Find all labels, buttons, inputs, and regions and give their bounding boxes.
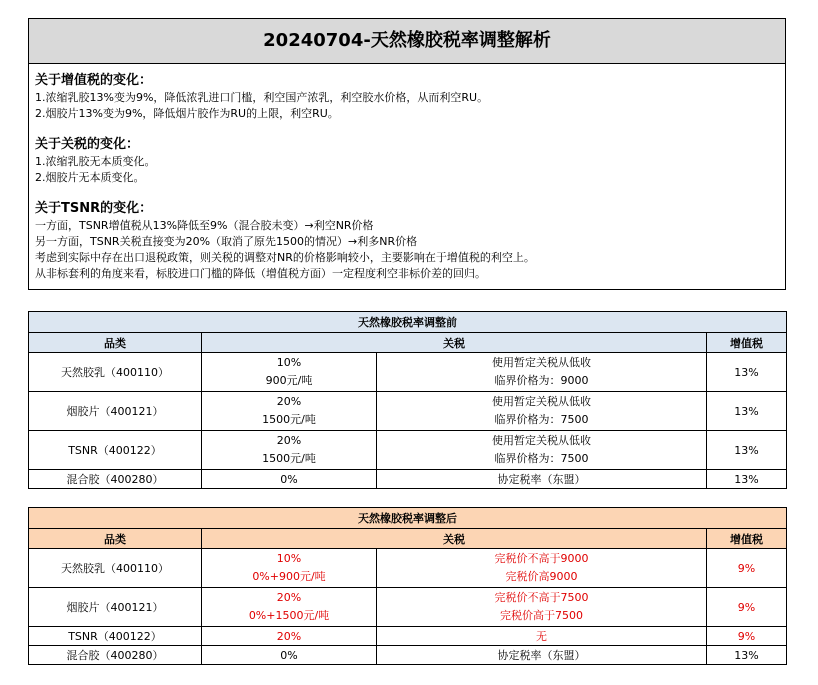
section-line: 一方面，TSNR增值税从13%降低至9%（混合胶未变）→利空NR价格 — [35, 219, 374, 232]
category-cell: 天然胶乳（400110） — [29, 353, 202, 392]
category-cell: 天然胶乳（400110） — [29, 549, 202, 588]
section-line: 考虑到实际中存在出口退税政策，则关税的调整对NR的价格影响较小，主要影响在于增值税的利空上。 — [35, 251, 535, 264]
vat-cell: 13% — [707, 353, 787, 392]
tariff-cell: 0% — [202, 470, 377, 489]
vat-cell: 13% — [707, 392, 787, 431]
category-cell: 烟胶片（400121） — [29, 588, 202, 627]
table-title: 天然橡胶税率调整前 — [29, 312, 787, 333]
section-line: 2.烟胶片13%变为9%，降低烟片胶作为RU的上限，利空RU。 — [35, 107, 339, 120]
section-heading-vat: 关于增值税的变化： — [35, 73, 153, 88]
category-cell: 混合胶（400280） — [29, 646, 202, 665]
table-before-adjustment — [28, 311, 787, 489]
section-heading-tariff: 关于关税的变化： — [35, 137, 140, 152]
vat-cell: 9% — [707, 627, 787, 646]
analysis-panel — [28, 18, 786, 290]
section-heading-tsnr: 关于TSNR的变化： — [35, 201, 153, 216]
table-row — [29, 353, 787, 392]
vat-cell: 9% — [707, 549, 787, 588]
header-category: 品类 — [29, 333, 202, 353]
table-row — [29, 627, 787, 646]
tariff-cell: 20% 1500元/吨 — [202, 392, 377, 431]
table-title: 天然橡胶税率调整后 — [29, 508, 787, 529]
table-row — [29, 392, 787, 431]
tariff-cell: 10% 0%+900元/吨 — [202, 549, 377, 588]
tariff-cell: 10% 900元/吨 — [202, 353, 377, 392]
rule-cell: 使用暂定关税从低收 临界价格为：9000 — [377, 353, 707, 392]
vat-cell: 13% — [707, 431, 787, 470]
tariff-cell: 20% 0%+1500元/吨 — [202, 588, 377, 627]
header-vat: 增值税 — [707, 333, 787, 353]
table-row — [29, 646, 787, 665]
section-line: 另一方面，TSNR关税直接变为20%（取消了原先1500的情况）→利多NR价格 — [35, 235, 418, 248]
category-cell: 混合胶（400280） — [29, 470, 202, 489]
table-row — [29, 588, 787, 627]
header-tariff: 关税 — [202, 333, 707, 353]
vat-cell: 13% — [707, 646, 787, 665]
table-row — [29, 470, 787, 489]
rule-cell: 完税价不高于7500 完税价高于7500 — [377, 588, 707, 627]
category-cell: TSNR（400122） — [29, 627, 202, 646]
rule-cell: 完税价不高于9000 完税价高9000 — [377, 549, 707, 588]
section-line: 1.浓缩乳胶13%变为9%，降低浓乳进口门槛，利空国产浓乳，利空胶水价格，从而利空RU。 — [35, 91, 489, 104]
section-line: 1.浓缩乳胶无本质变化。 — [35, 155, 156, 168]
section-line: 从非标套利的角度来看，标胶进口门槛的降低（增值税方面）一定程度利空非标价差的回归。 — [35, 267, 486, 280]
header-tariff: 关税 — [202, 529, 707, 549]
table-row — [29, 549, 787, 588]
category-cell: 烟胶片（400121） — [29, 392, 202, 431]
header-vat: 增值税 — [707, 529, 787, 549]
table-row — [29, 431, 787, 470]
tariff-cell: 20% 1500元/吨 — [202, 431, 377, 470]
table-after-adjustment — [28, 507, 787, 665]
category-cell: TSNR（400122） — [29, 431, 202, 470]
analysis-title: 20240704-天然橡胶税率调整解析 — [29, 19, 785, 64]
rule-cell: 协定税率（东盟） — [377, 646, 707, 665]
section-line: 2.烟胶片无本质变化。 — [35, 171, 145, 184]
analysis-body — [29, 64, 785, 282]
vat-cell: 9% — [707, 588, 787, 627]
tariff-cell: 0% — [202, 646, 377, 665]
rule-cell: 无 — [377, 627, 707, 646]
tariff-cell: 20% — [202, 627, 377, 646]
vat-cell: 13% — [707, 470, 787, 489]
rule-cell: 使用暂定关税从低收 临界价格为：7500 — [377, 431, 707, 470]
header-category: 品类 — [29, 529, 202, 549]
rule-cell: 使用暂定关税从低收 临界价格为：7500 — [377, 392, 707, 431]
rule-cell: 协定税率（东盟） — [377, 470, 707, 489]
